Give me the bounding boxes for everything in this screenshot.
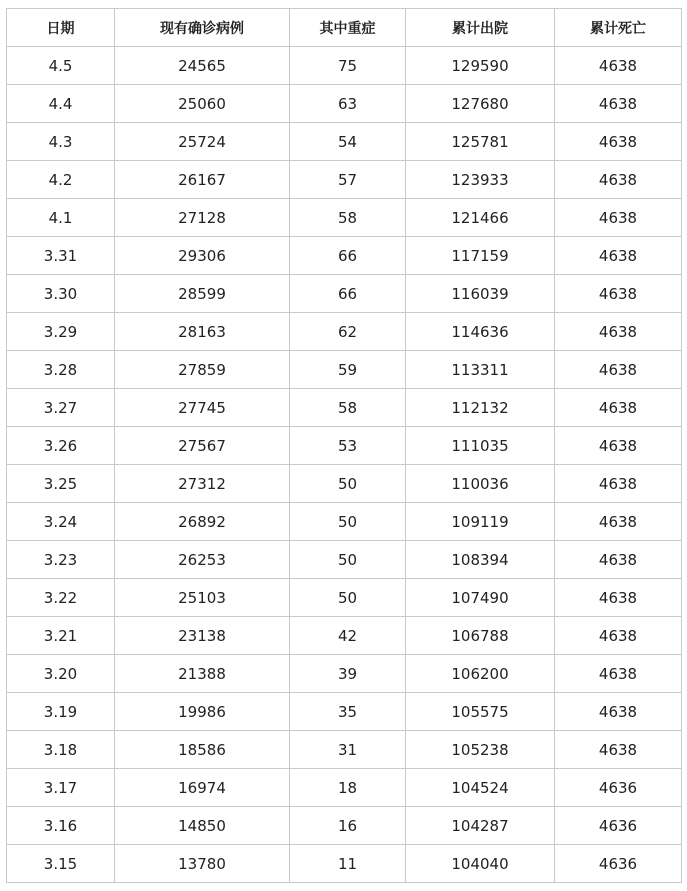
cell-severe: 54 — [290, 123, 406, 161]
cell-date: 3.25 — [7, 465, 115, 503]
cell-current-confirmed: 21388 — [115, 655, 290, 693]
cell-current-confirmed: 27745 — [115, 389, 290, 427]
cell-current-confirmed: 27128 — [115, 199, 290, 237]
cell-severe: 42 — [290, 617, 406, 655]
cell-current-confirmed: 16974 — [115, 769, 290, 807]
cell-cumulative-discharged: 105575 — [406, 693, 555, 731]
table-row — [7, 237, 682, 275]
cell-severe: 53 — [290, 427, 406, 465]
cell-cumulative-discharged: 104524 — [406, 769, 555, 807]
table-row — [7, 465, 682, 503]
cell-cumulative-deaths: 4638 — [555, 199, 682, 237]
cell-cumulative-discharged: 125781 — [406, 123, 555, 161]
cell-date: 3.31 — [7, 237, 115, 275]
cell-current-confirmed: 28599 — [115, 275, 290, 313]
cell-severe: 39 — [290, 655, 406, 693]
table-header-row — [7, 9, 682, 47]
cell-date: 3.22 — [7, 579, 115, 617]
cell-date: 4.4 — [7, 85, 115, 123]
cell-date: 3.29 — [7, 313, 115, 351]
table-row — [7, 85, 682, 123]
cell-severe: 59 — [290, 351, 406, 389]
table-row — [7, 275, 682, 313]
cell-current-confirmed: 18586 — [115, 731, 290, 769]
cell-date: 3.16 — [7, 807, 115, 845]
table-row — [7, 123, 682, 161]
cell-cumulative-discharged: 110036 — [406, 465, 555, 503]
cell-cumulative-deaths: 4638 — [555, 123, 682, 161]
cell-severe: 63 — [290, 85, 406, 123]
cell-cumulative-discharged: 106200 — [406, 655, 555, 693]
cell-date: 3.18 — [7, 731, 115, 769]
cell-severe: 66 — [290, 275, 406, 313]
cell-current-confirmed: 26167 — [115, 161, 290, 199]
cell-date: 3.24 — [7, 503, 115, 541]
cell-cumulative-deaths: 4638 — [555, 85, 682, 123]
cell-current-confirmed: 25724 — [115, 123, 290, 161]
cell-cumulative-discharged: 117159 — [406, 237, 555, 275]
cell-cumulative-deaths: 4638 — [555, 617, 682, 655]
cell-cumulative-deaths: 4638 — [555, 465, 682, 503]
cell-cumulative-discharged: 104287 — [406, 807, 555, 845]
table-row — [7, 541, 682, 579]
data-table — [6, 8, 682, 883]
table-row — [7, 731, 682, 769]
cell-cumulative-discharged: 108394 — [406, 541, 555, 579]
cell-severe: 50 — [290, 541, 406, 579]
cell-severe: 50 — [290, 465, 406, 503]
cell-cumulative-discharged: 109119 — [406, 503, 555, 541]
cell-cumulative-discharged: 107490 — [406, 579, 555, 617]
table-row — [7, 579, 682, 617]
cell-date: 3.21 — [7, 617, 115, 655]
cell-cumulative-deaths: 4638 — [555, 503, 682, 541]
cell-cumulative-discharged: 105238 — [406, 731, 555, 769]
cell-cumulative-deaths: 4638 — [555, 655, 682, 693]
cell-current-confirmed: 26253 — [115, 541, 290, 579]
cell-severe: 58 — [290, 199, 406, 237]
table-row — [7, 351, 682, 389]
cell-cumulative-discharged: 116039 — [406, 275, 555, 313]
cell-severe: 11 — [290, 845, 406, 883]
cell-date: 3.23 — [7, 541, 115, 579]
cell-current-confirmed: 27567 — [115, 427, 290, 465]
cell-severe: 35 — [290, 693, 406, 731]
cell-cumulative-discharged: 114636 — [406, 313, 555, 351]
cell-cumulative-deaths: 4638 — [555, 389, 682, 427]
table-body — [7, 47, 682, 883]
cell-cumulative-deaths: 4638 — [555, 47, 682, 85]
cell-cumulative-discharged: 104040 — [406, 845, 555, 883]
cell-cumulative-discharged: 112132 — [406, 389, 555, 427]
table-row — [7, 845, 682, 883]
cell-severe: 18 — [290, 769, 406, 807]
cell-current-confirmed: 28163 — [115, 313, 290, 351]
table-row — [7, 503, 682, 541]
cell-date: 4.3 — [7, 123, 115, 161]
cell-cumulative-deaths: 4638 — [555, 579, 682, 617]
table-row — [7, 693, 682, 731]
cell-current-confirmed: 29306 — [115, 237, 290, 275]
cell-date: 3.15 — [7, 845, 115, 883]
cell-cumulative-discharged: 123933 — [406, 161, 555, 199]
cell-current-confirmed: 14850 — [115, 807, 290, 845]
cell-cumulative-deaths: 4638 — [555, 731, 682, 769]
cell-current-confirmed: 27859 — [115, 351, 290, 389]
cell-severe: 62 — [290, 313, 406, 351]
cell-cumulative-deaths: 4636 — [555, 845, 682, 883]
cell-date: 3.27 — [7, 389, 115, 427]
header-severe: 其中重症 — [290, 9, 406, 47]
cell-date: 3.26 — [7, 427, 115, 465]
table-row — [7, 807, 682, 845]
cell-severe: 16 — [290, 807, 406, 845]
data-table-container — [6, 8, 681, 883]
table-row — [7, 427, 682, 465]
cell-current-confirmed: 13780 — [115, 845, 290, 883]
cell-severe: 66 — [290, 237, 406, 275]
cell-cumulative-discharged: 127680 — [406, 85, 555, 123]
cell-cumulative-deaths: 4638 — [555, 351, 682, 389]
cell-cumulative-deaths: 4638 — [555, 427, 682, 465]
table-row — [7, 769, 682, 807]
header-cumulative-discharged: 累计出院 — [406, 9, 555, 47]
table-row — [7, 199, 682, 237]
cell-cumulative-deaths: 4636 — [555, 769, 682, 807]
cell-cumulative-deaths: 4638 — [555, 161, 682, 199]
cell-date: 4.2 — [7, 161, 115, 199]
cell-current-confirmed: 25103 — [115, 579, 290, 617]
table-row — [7, 47, 682, 85]
cell-severe: 50 — [290, 503, 406, 541]
cell-date: 3.17 — [7, 769, 115, 807]
table-row — [7, 655, 682, 693]
cell-date: 4.1 — [7, 199, 115, 237]
cell-date: 3.28 — [7, 351, 115, 389]
cell-cumulative-discharged: 121466 — [406, 199, 555, 237]
cell-date: 4.5 — [7, 47, 115, 85]
cell-cumulative-deaths: 4638 — [555, 541, 682, 579]
cell-severe: 75 — [290, 47, 406, 85]
cell-cumulative-deaths: 4638 — [555, 275, 682, 313]
cell-current-confirmed: 27312 — [115, 465, 290, 503]
cell-date: 3.19 — [7, 693, 115, 731]
cell-current-confirmed: 19986 — [115, 693, 290, 731]
cell-current-confirmed: 24565 — [115, 47, 290, 85]
header-current-confirmed: 现有确诊病例 — [115, 9, 290, 47]
cell-cumulative-deaths: 4638 — [555, 313, 682, 351]
cell-severe: 31 — [290, 731, 406, 769]
cell-cumulative-deaths: 4638 — [555, 693, 682, 731]
cell-cumulative-deaths: 4638 — [555, 237, 682, 275]
cell-severe: 57 — [290, 161, 406, 199]
header-cumulative-deaths: 累计死亡 — [555, 9, 682, 47]
cell-current-confirmed: 26892 — [115, 503, 290, 541]
cell-cumulative-discharged: 106788 — [406, 617, 555, 655]
table-row — [7, 313, 682, 351]
table-row — [7, 617, 682, 655]
table-row — [7, 161, 682, 199]
cell-current-confirmed: 25060 — [115, 85, 290, 123]
cell-severe: 50 — [290, 579, 406, 617]
cell-date: 3.20 — [7, 655, 115, 693]
cell-current-confirmed: 23138 — [115, 617, 290, 655]
cell-date: 3.30 — [7, 275, 115, 313]
cell-severe: 58 — [290, 389, 406, 427]
header-date: 日期 — [7, 9, 115, 47]
cell-cumulative-deaths: 4636 — [555, 807, 682, 845]
cell-cumulative-discharged: 111035 — [406, 427, 555, 465]
table-row — [7, 389, 682, 427]
cell-cumulative-discharged: 129590 — [406, 47, 555, 85]
cell-cumulative-discharged: 113311 — [406, 351, 555, 389]
